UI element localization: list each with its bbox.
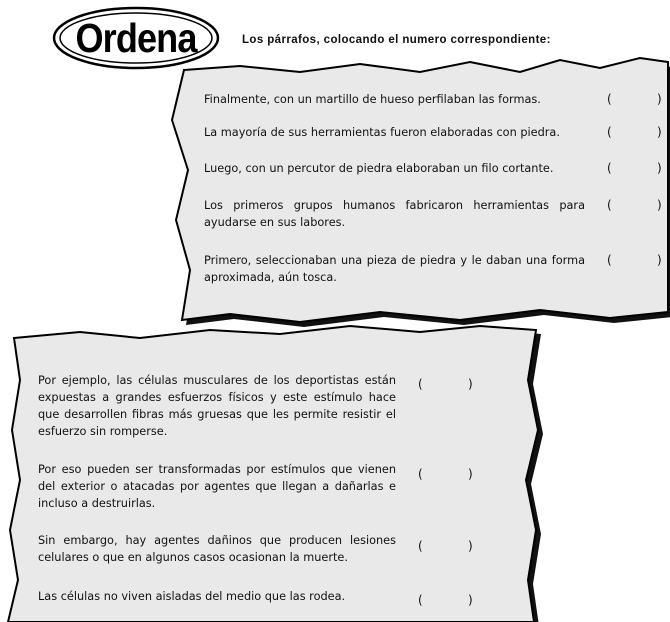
item-text: La mayoría de sus herramientas fueron elaboradas con piedra.	[204, 126, 560, 139]
answer-open-paren[interactable]: (	[418, 377, 423, 391]
answer-open-paren[interactable]: (	[607, 92, 612, 106]
answer-close-paren[interactable]: )	[657, 253, 662, 267]
answer-close-paren[interactable]: )	[657, 125, 662, 139]
list-item	[204, 124, 664, 142]
item-text: Primero, seleccionaban una pieza de piedra y le daban una forma aproximada, aún tosca.	[204, 254, 585, 284]
answer-open-paren[interactable]: (	[607, 253, 612, 267]
answer-close-paren[interactable]: )	[468, 539, 473, 553]
item-text: Sin embargo, hay agentes dañinos que producen lesiones celulares o que en algunos casos ocasionan la muerte.	[38, 534, 396, 564]
answer-open-paren[interactable]: (	[418, 539, 423, 553]
item-text: Las células no viven aisladas del medio que las rodea.	[38, 590, 346, 603]
answer-close-paren[interactable]: )	[468, 377, 473, 391]
item-text: Finalmente, con un martillo de hueso perfilaban las formas.	[204, 93, 541, 106]
list-item	[38, 461, 478, 513]
answer-close-paren[interactable]: )	[468, 593, 473, 607]
answer-close-paren[interactable]: )	[468, 467, 473, 481]
list-item	[38, 588, 478, 606]
item-text: Luego, con un percutor de piedra elaboraban un filo cortante.	[204, 162, 554, 175]
answer-open-paren[interactable]: (	[418, 593, 423, 607]
answer-open-paren[interactable]: (	[418, 467, 423, 481]
list-item	[204, 197, 664, 233]
answer-close-paren[interactable]: )	[657, 198, 662, 212]
answer-close-paren[interactable]: )	[657, 92, 662, 106]
answer-open-paren[interactable]: (	[607, 125, 612, 139]
list-item	[204, 252, 664, 288]
item-text: Por eso pueden ser transformadas por estímulos que vienen del exterior o atacadas por agentes que llegan a dañarlas e incluso a destruirlas.	[38, 463, 396, 510]
page-title: Ordena	[75, 15, 197, 61]
instruction-text: Los párrafos, colocando el numero correspondiente:	[242, 34, 551, 46]
answer-open-paren[interactable]: (	[607, 198, 612, 212]
list-item	[38, 372, 478, 442]
item-text: Los primeros grupos humanos fabricaron herramientas para ayudarse en sus labores.	[204, 199, 585, 229]
list-item	[204, 91, 664, 109]
list-item	[204, 160, 664, 178]
item-text: Por ejemplo, las células musculares de los deportistas están expuestas a grandes esfuerzos físicos y este estímulo hace que desarrollen fibras más gruesas que les permite resistir el esfuerzo sin romperse.	[38, 374, 396, 438]
answer-close-paren[interactable]: )	[657, 161, 662, 175]
list-item	[38, 532, 478, 568]
answer-open-paren[interactable]: (	[607, 161, 612, 175]
